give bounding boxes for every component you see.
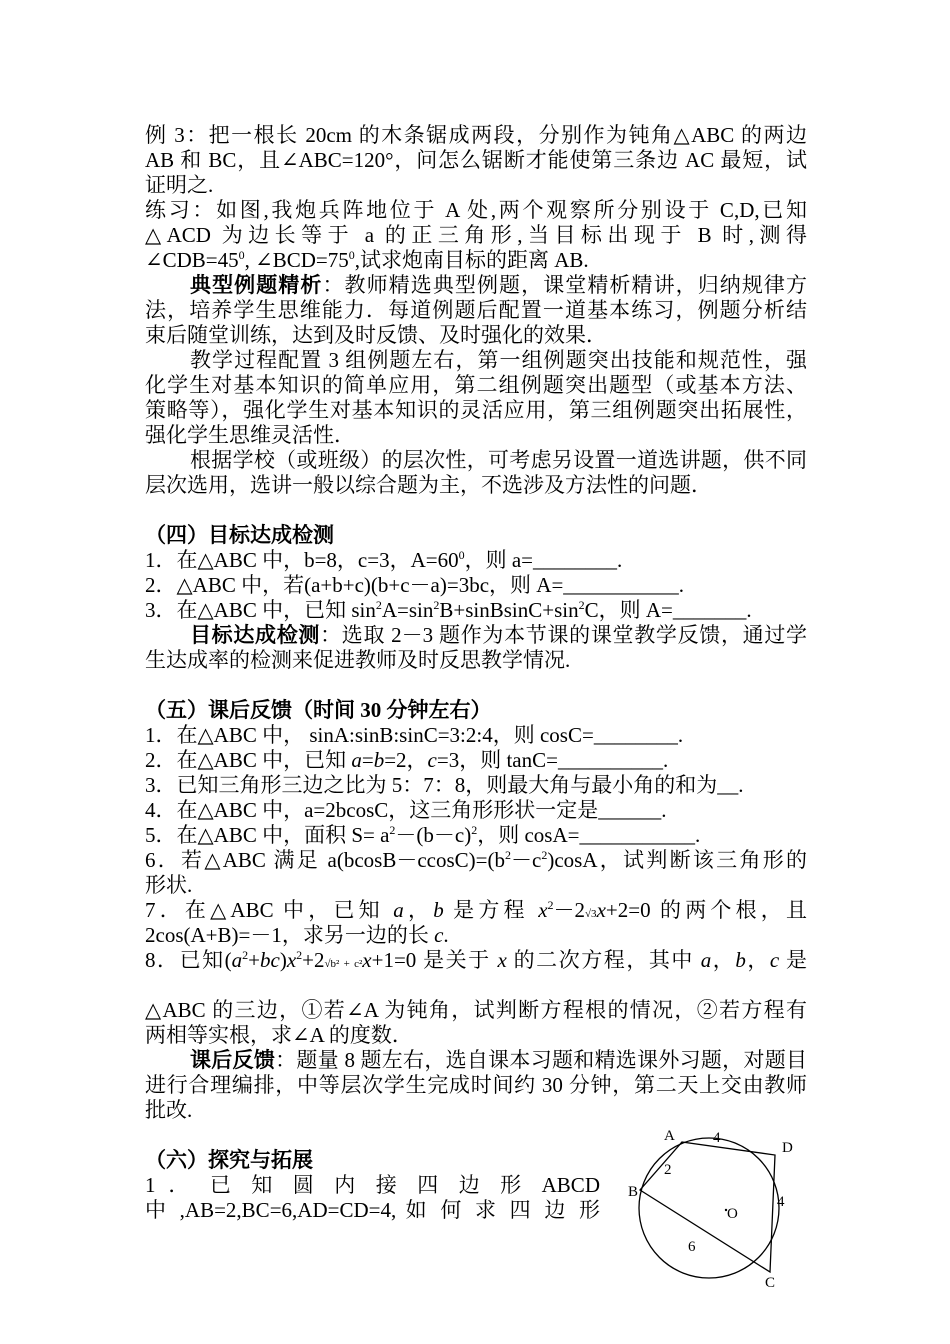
example3-line-3: 证明之. (145, 173, 214, 197)
section5-q2: 2．在△ABC 中，已知 a=b=2，c=3，则 tanC=__________. (145, 748, 669, 772)
section5-q3: 3．已知三角形三边之比为 5：7：8，则最大角与最小角的和为__. (145, 773, 744, 797)
section4-q1: 1．在△ABC 中，b=8，c=3，$A=60^0$，则 a=________. (145, 548, 623, 572)
side-length-bc: 6 (688, 1239, 696, 1255)
section5-q8-line-1: 8．已知$(a^2+bc)x^2+2√b^2 + c^2x+1=0$ 是关于 x 的二次方程，其中 a，b，c 是 (145, 948, 808, 972)
section5-note-line-2: 进行合理编排，中等层次学生完成时间约 30 分钟，第二天上交由教师 (145, 1073, 807, 1097)
vertex-label-b: B (628, 1184, 639, 1200)
section6-q1-line-1: 1 ． 已 知 圆 内 接 四 边 形 ABCD (145, 1173, 600, 1197)
vertex-label-a: A (664, 1128, 675, 1144)
side-length-cd: 4 (777, 1194, 785, 1210)
analysis-line-1: 典型例题精析：教师精选典型例题，课堂精析精讲，归纳规律方 (190, 273, 808, 297)
section5-note-line-3: 批改. (145, 1098, 193, 1122)
analysis-p2-line-4: 强化学生思维灵活性． (145, 423, 355, 447)
side-length-ab: 2 (664, 1162, 672, 1178)
section5-note-line-1: 课后反馈：题量 8 题左右，选自课本习题和精选课外习题，对题目 (190, 1048, 808, 1072)
practice-line-3: $\angle CDB=45^0$, $\angle BCD=75^0$,试求炮南目标的距离 AB. (145, 248, 589, 272)
analysis-line-3: 束后随堂训练，达到及时反馈、及时强化的效果． (145, 323, 607, 347)
analysis-p2-line-2: 化学生对基本知识的简单应用，第二组例题突出题型（或基本方法、 (145, 373, 807, 397)
section5-note-label: 课后反馈 (190, 1048, 276, 1072)
center-label-o: O (727, 1206, 738, 1222)
section6-heading: （六）探究与拓展 (145, 1148, 313, 1172)
example3-line-1: 例 3：把一根长 20cm 的木条锯成两段，分别作为钝角△ABC 的两边 (145, 123, 807, 147)
vertex-label-d: D (782, 1140, 793, 1156)
analysis-p2-line-3: 策略等），强化学生对基本知识的灵活应用，第三组例题突出拓展性， (145, 398, 807, 422)
section5-q8-line-3: 两相等实根，求∠A 的度数． (145, 1023, 413, 1047)
quadrilateral-abcd (640, 1142, 775, 1272)
section5-heading: （五）课后反馈（时间 30 分钟左右） (145, 698, 492, 722)
section6-q1-line-2: 中 ,AB=2,BC=6,AD=CD=4, 如 何 求 四 边 形 (145, 1198, 600, 1222)
section5-q8-line-2: △ABC 的三边，①若∠A 为钝角，试判断方程根的情况，②若方程有 (145, 998, 807, 1022)
section5-q1: 1．在△ABC 中， sinA:sinB:sinC=3:2:4，则 cosC=________. (145, 723, 684, 747)
section4-note-line-2: 生达成率的检测来促进教师及时反思教学情况. (145, 648, 571, 672)
section4-heading: （四）目标达成检测 (145, 523, 334, 547)
section4-q2: 2．△ABC 中，若(a+b+c)(b+c－a)=3bc，则 A=___________. (145, 573, 685, 597)
cyclic-quadrilateral-diagram (622, 1124, 812, 1289)
practice-line-2: △ACD 为边长等于 a 的正三角形,当目标出现于 B 时,测得 (145, 223, 807, 247)
section4-q3: 3．在△ABC 中，已知 $\sin^2A=\sin^2B+sinBsinC+\sin^2C$，则 A=_______. (145, 598, 752, 622)
analysis-p3-line-2: 层次选用，选讲一般以综合题为主，不选涉及方法性的问题． (145, 473, 712, 497)
section5-q6-line-2: 形状. (145, 873, 193, 897)
section4-note-line-1: 目标达成检测：选取 2－3 题作为本节课的课堂教学反馈，通过学 (190, 623, 808, 647)
section5-q7-line-2: 2cos(A+B)=－1，求另一边的长 c. (145, 923, 449, 947)
section5-q4: 4．在△ABC 中，a=2bcosC，这三角形形状一定是______. (145, 798, 667, 822)
analysis-p2-line-1: 教学过程配置 3 组例题左右，第一组例题突出技能和规范性，强 (190, 348, 807, 372)
analysis-label: 典型例题精析 (190, 273, 323, 297)
section5-q5: 5．在△ABC 中，面积 $S= a^2-(b-c)^2$，则 cosA=___________. (145, 823, 701, 847)
section5-q7-line-1: 7．在△ABC 中，已知 a，b 是方程 $x^2-2√3x+2=0$ 的两个根，且 (145, 898, 808, 922)
section5-q6-line-1: 6．若△ABC 满足 $a(bcosB-ccosC)=(b^2-c^2)\cos A$，试判断该三角形的 (145, 848, 807, 872)
practice-line-1: 练习：如图,我炮兵阵地位于 A 处,两个观察所分别设于 C,D,已知 (145, 198, 807, 222)
analysis-p3-line-1: 根据学校（或班级）的层次性，可考虑另设置一道选讲题，供不同 (190, 448, 807, 472)
vertex-label-c: C (765, 1275, 776, 1289)
circumcircle (639, 1138, 779, 1278)
section4-note-label: 目标达成检测 (190, 623, 321, 647)
analysis-line-2: 法，培养学生思维能力．每道例题后配置一道基本练习，例题分析结 (145, 298, 807, 322)
side-length-ad: 4 (713, 1130, 721, 1146)
example3-line-2: AB 和 BC，且∠ABC=120°，问怎么锯断才能使第三条边 AC 最短，试 (145, 148, 807, 172)
